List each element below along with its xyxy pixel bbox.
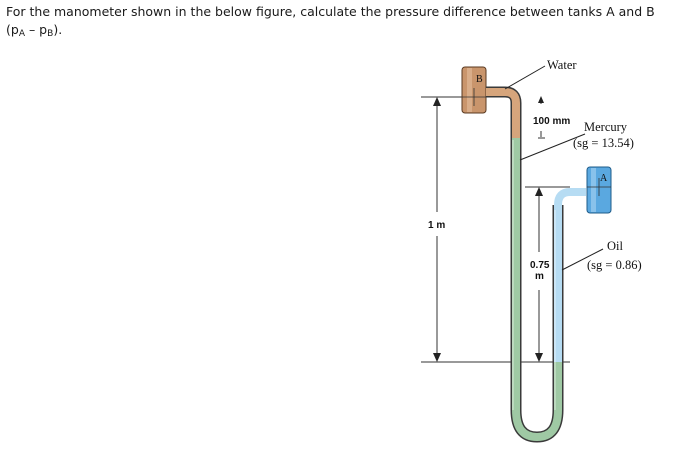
open-paren: (p (6, 22, 19, 37)
dim-100mm-label: 100 mm (533, 116, 571, 127)
oil-label: Oil (607, 239, 623, 253)
subscript-b: B (47, 29, 54, 39)
tank-b-label: B (476, 74, 483, 85)
tank-a-label: A (600, 173, 608, 184)
tank-a (587, 167, 611, 213)
oil-sg-label: (sg = 0.86) (587, 258, 642, 272)
water-leader-line (505, 66, 545, 89)
question-line-1: For the manometer shown in the below figure, calculate the pressure difference between tanks A and B (6, 4, 655, 19)
mercury-label: Mercury (584, 120, 628, 134)
subscript-a: A (18, 29, 25, 39)
minus-sign: – p (24, 22, 48, 37)
water-label: Water (547, 58, 577, 72)
dim-1m-label: 1 m (428, 220, 446, 231)
close-paren: ). (53, 22, 63, 37)
mercury-sg-label: (sg = 13.54) (573, 136, 634, 150)
dim-075-label-line1: 0.75 (530, 260, 550, 271)
dim-075-label-line2: m (535, 271, 544, 282)
